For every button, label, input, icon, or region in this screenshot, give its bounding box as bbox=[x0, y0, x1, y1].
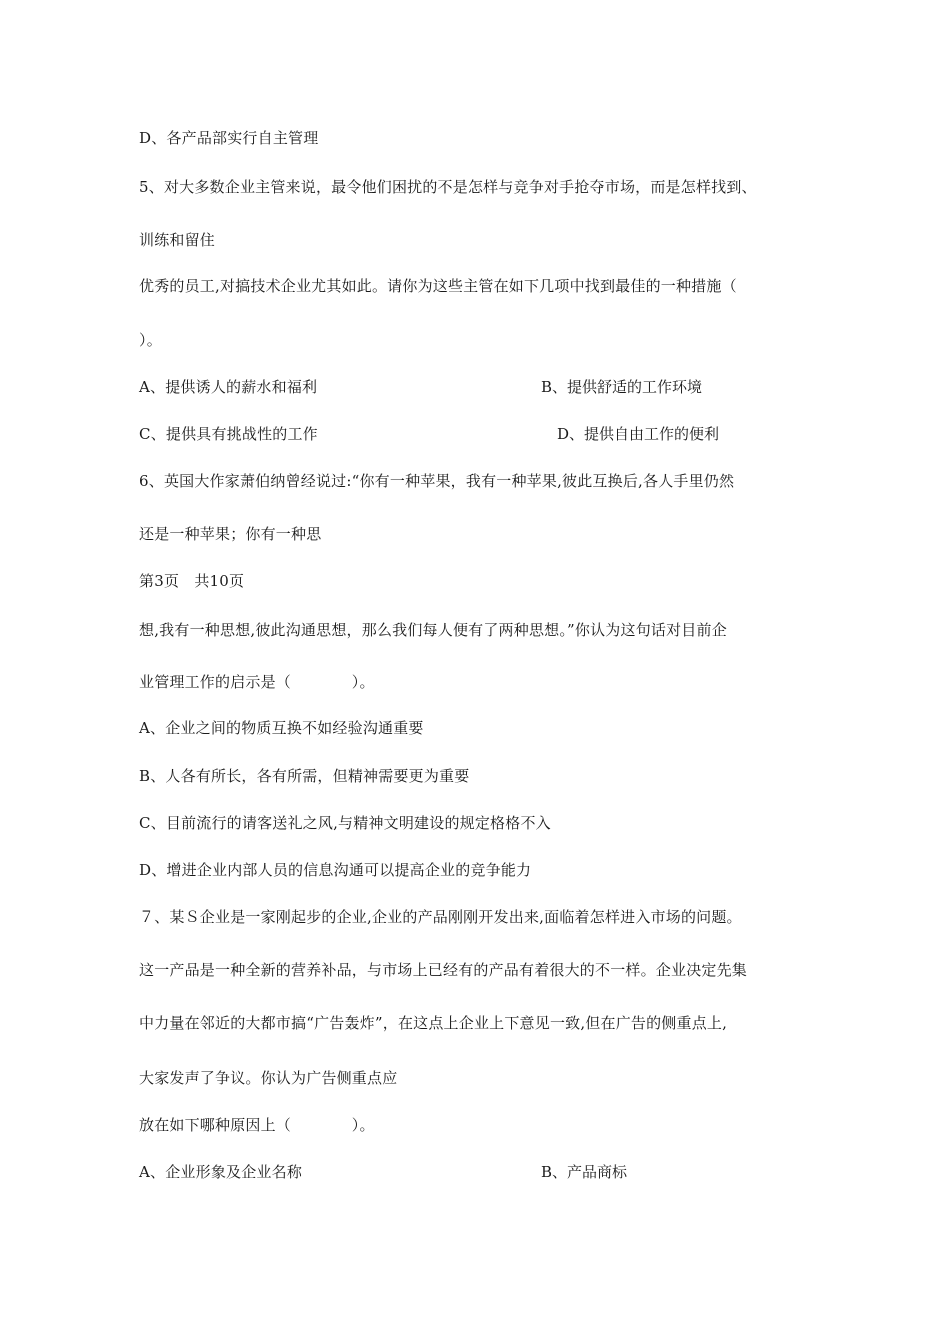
q7-stem-line-1: ７、某Ｓ企业是一家刚起步的企业,企业的产品刚刚开发出来,面临着怎样进入市场的问题。 bbox=[139, 908, 742, 926]
page-footer: 第3页 共10页 bbox=[139, 572, 245, 590]
q5-option-b: B、提供舒适的工作环境 bbox=[541, 378, 703, 396]
q5-option-c: C、提供具有挑战性的工作 bbox=[139, 425, 318, 443]
q7-option-a: A、企业形象及企业名称 bbox=[139, 1163, 303, 1181]
q4-option-d: D、各产品部实行自主管理 bbox=[139, 129, 319, 147]
q5-option-d: D、提供自由工作的便利 bbox=[557, 425, 720, 443]
q7-stem-line-4: 大家发声了争议。你认为广告侧重点应 bbox=[139, 1069, 398, 1087]
q5-stem-line-3: 优秀的员工,对搞技术企业尤其如此。请你为这些主管在如下几项中找到最佳的一种措施（ bbox=[139, 277, 737, 295]
q6-option-c: C、目前流行的请客送礼之风,与精神文明建设的规定格格不入 bbox=[139, 814, 551, 832]
q7-stem-line-3: 中力量在邻近的大都市搞“广告轰炸”，在这点上企业上下意见一致,但在广告的侧重点上, bbox=[139, 1014, 728, 1032]
q6-stem-line-4: 业管理工作的启示是（ ）。 bbox=[139, 673, 375, 691]
q5-option-a: A、提供诱人的薪水和福利 bbox=[139, 378, 318, 396]
q6-stem-line-3: 想,我有一种思想,彼此沟通思想，那么我们每人便有了两种思想。”你认为这句话对目前企 bbox=[139, 621, 727, 639]
q5-stem-line-2: 训练和留住 bbox=[139, 231, 216, 249]
q6-stem-line-2: 还是一种苹果；你有一种思 bbox=[139, 525, 322, 543]
q6-option-b: B、人各有所长，各有所需，但精神需要更为重要 bbox=[139, 767, 470, 785]
q7-stem-line-5: 放在如下哪种原因上（ ）。 bbox=[139, 1116, 375, 1134]
q7-option-b: B、产品商标 bbox=[541, 1163, 628, 1181]
q6-option-d: D、增进企业内部人员的信息沟通可以提高企业的竞争能力 bbox=[139, 861, 532, 879]
q7-stem-line-2: 这一产品是一种全新的营养补品，与市场上已经有的产品有着很大的不一样。企业决定先集 bbox=[139, 961, 748, 979]
q6-stem-line-1: 6、英国大作家萧伯纳曾经说过:“你有一种苹果，我有一种苹果,彼此互换后,各人手里仍然 bbox=[139, 472, 735, 490]
q5-stem-line-1: 5、对大多数企业主管来说，最令他们困扰的不是怎样与竞争对手抢夺市场，而是怎样找到、 bbox=[139, 178, 757, 196]
q6-option-a: A、企业之间的物质互换不如经验沟通重要 bbox=[139, 719, 424, 737]
q5-stem-line-4: ）。 bbox=[139, 331, 162, 349]
